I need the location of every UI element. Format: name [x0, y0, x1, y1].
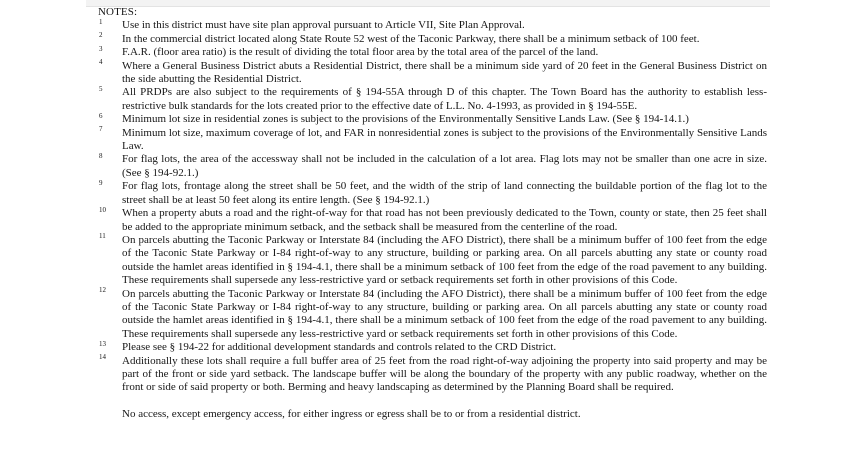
- footnote-13: [98, 341, 767, 354]
- footnote-1: [98, 19, 767, 32]
- footnote-9-number: 9: [99, 178, 103, 187]
- footnote-4-text: Where a General Business District abuts a Residential District, there shall be a minimum side yard of 20 feet in the General Business District on the side abutting the Residential District.: [122, 59, 767, 86]
- footnote-6: [98, 113, 767, 126]
- footnote-5-text: All PRDPs are also subject to the requirements of § 194-55A through D of this chapter. The Town Board has the authority to establish less-restrictive bulk standards for the lots created prior to the effective date of L.L. No. 4-1993, as provided in § 194-55E.: [122, 86, 767, 112]
- notes-section: [98, 6, 767, 422]
- footnote-11: [98, 234, 767, 288]
- footnote-13-number: 13: [99, 339, 106, 348]
- footnote-12-number: 12: [99, 286, 106, 295]
- footnote-1-number: 1: [99, 17, 103, 26]
- footnote-7: [98, 127, 767, 154]
- footnote-3: [98, 46, 767, 59]
- footnote-8-text: For flag lots, the area of the accessway shall not be included in the calculation of a lot area. Flag lots may not be smaller than one acre in size. (See § 194-92.1.): [122, 153, 767, 179]
- footnote-7-number: 7: [99, 125, 103, 134]
- footnote-13-text: Please see § 194-22 for additional development standards and controls related to the CRD District.: [122, 341, 557, 354]
- footnote-12: [98, 288, 767, 342]
- footnote-10: [98, 207, 767, 234]
- footnote-9: [98, 180, 767, 207]
- footnote-14: [98, 355, 767, 395]
- footnote-8: [98, 153, 767, 180]
- footnote-14-text: Additionally these lots shall require a full buffer area of 25 feet from the road right-of-way adjoining the property into said property and may be part of the front or side yard setback. The landscape buffer will be along the boundary of the property with any public roadway, whether on the front or side of said property or both. Berming and heavy landscaping as determined by the Planning Board shall be required.: [122, 354, 767, 394]
- no-access-note: No access, except emergency access, for either ingress or egress shall be to or from a residential district.: [122, 408, 581, 421]
- footnote-2-number: 2: [99, 31, 103, 40]
- footnote-6-text: Minimum lot size in residential zones is subject to the provisions of the Environmentally Sensitive Lands Law. (See § 194-14.1.): [122, 113, 689, 126]
- footnote-3-number: 3: [99, 44, 103, 53]
- footnote-2-text: In the commercial district located along State Route 52 west of the Taconic Parkway, there shall be a minimum setback of 100 feet.: [122, 32, 700, 45]
- footnote-9-text: For flag lots, frontage along the street shall be 50 feet, and the width of the strip of land connecting the buildable portion of the flag lot to the street shall be at least 50 feet along its entire length. (See § 194-92.1.): [122, 180, 767, 206]
- footnote-10-number: 10: [99, 205, 106, 214]
- footnote-11-number: 11: [99, 232, 106, 241]
- footnote-3-text: F.A.R. (floor area ratio) is the result of dividing the total floor area by the total area of the parcel of the land.: [122, 46, 599, 59]
- footnote-6-number: 6: [99, 111, 103, 120]
- notes-heading: NOTES:: [98, 6, 138, 18]
- footnote-4-number: 4: [99, 58, 103, 67]
- footnote-11-text: On parcels abutting the Taconic Parkway or Interstate 84 (including the AFO District), there shall be a minimum buffer of 100 feet from the edge of the Taconic State Parkway or I-84 right-of-way to any structure, building or parking area. On all parcels abutting any state or county road outside the hamlet areas identified in § 194-4.1, there shall be a minimum setback of 100 feet from the edge of the road pavement to any building. These requirements shall supersede any less-restrictive yard or setback requirements set forth in other provisions of this Code.: [122, 233, 767, 287]
- footnote-12-text: On parcels abutting the Taconic Parkway or Interstate 84 (including the AFO District), there shall be a minimum buffer of 100 feet from the edge of the Taconic State Parkway or I-84 right-of-way to any structure, building or parking area. On all parcels abutting any state or county road outside the hamlet areas identified in § 194-4.1, there shall be a minimum setback of 100 feet from the edge of the road pavement to any building. These requirements shall supersede any less-restrictive yard or setback requirements set forth in other provisions of this Code.: [122, 287, 767, 340]
- footnote-7-text: Minimum lot size, maximum coverage of lot, and FAR in nonresidential zones is subject to the provisions of the Environmentally Sensitive Lands Law.: [122, 126, 767, 153]
- footnote-1-text: Use in this district must have site plan approval pursuant to Article VII, Site Plan Approval.: [122, 19, 525, 32]
- footnote-4: [98, 60, 767, 87]
- footnote-5: [98, 86, 767, 113]
- footnote-14-number: 14: [99, 353, 106, 362]
- footnote-10-text: When a property abuts a road and the right-of-way for that road has not been previously dedicated to the Town, county or state, then 25 feet shall be added to the appropriate minimum setback, and the setback shall be measured from the centerline of the road.: [122, 207, 767, 233]
- footnote-8-number: 8: [99, 151, 103, 160]
- footnote-2: [98, 33, 767, 46]
- footnote-5-number: 5: [99, 84, 103, 93]
